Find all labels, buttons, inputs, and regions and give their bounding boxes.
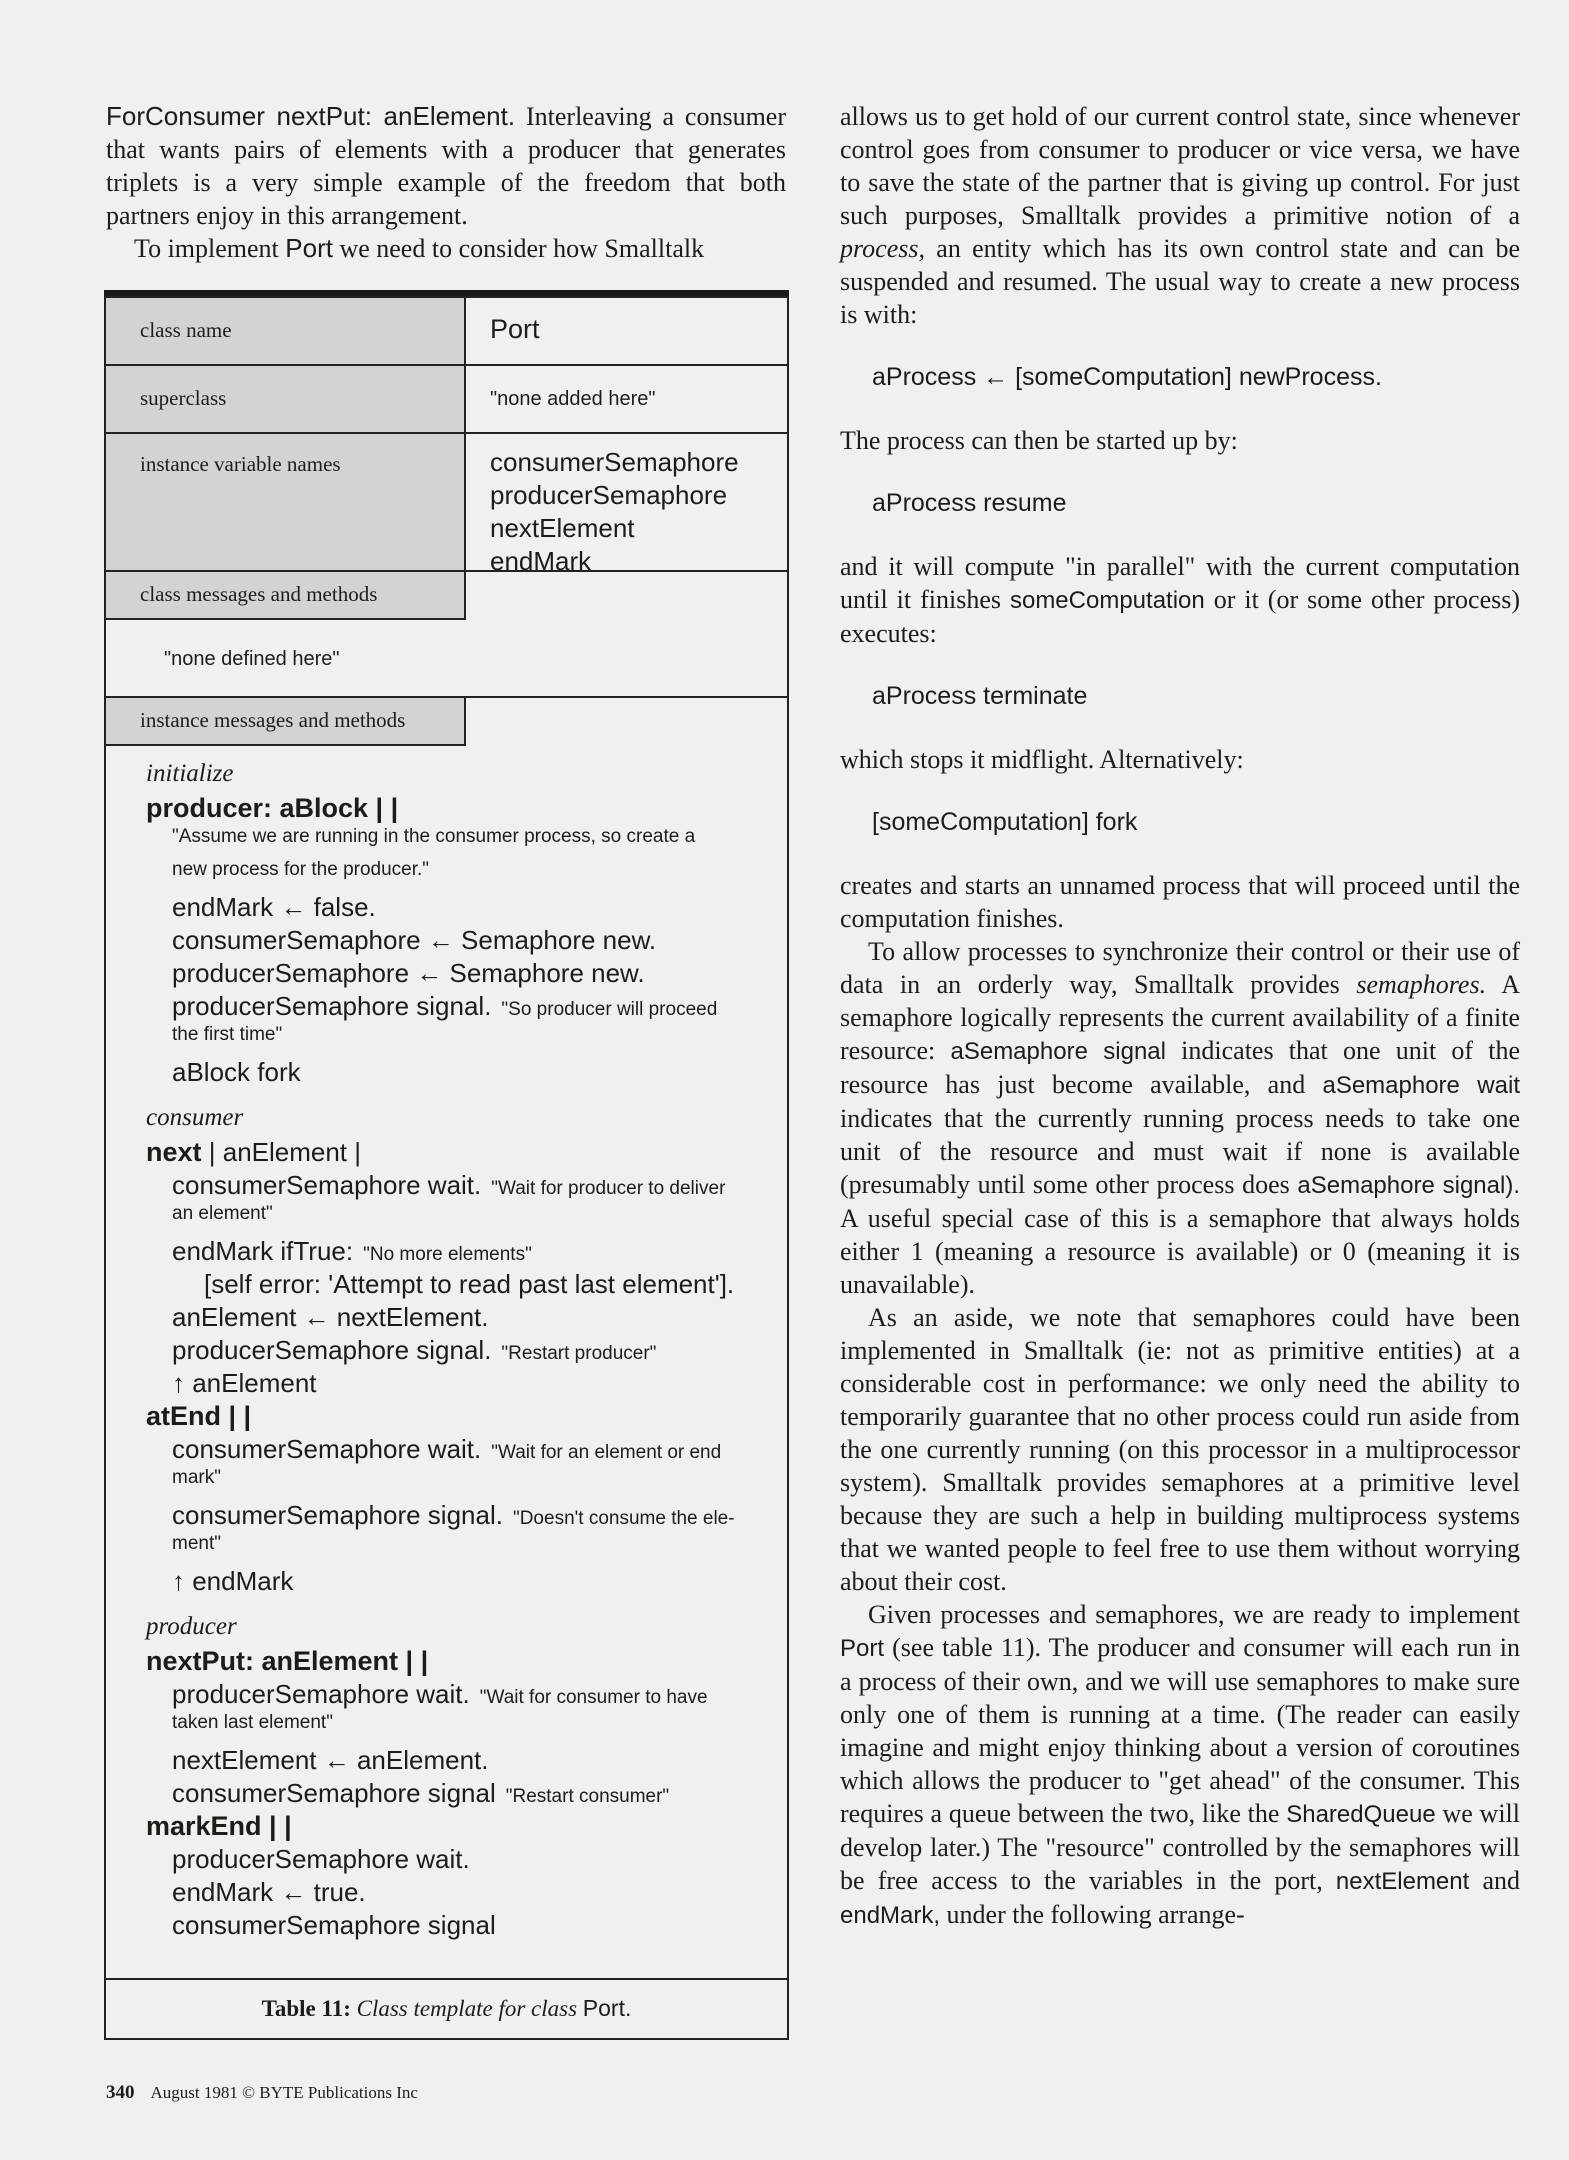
inline-code: ForConsumer nextPut: anElement.: [106, 101, 516, 131]
method-line-code: endMark ← true.: [172, 1877, 366, 1907]
ivar-item: producerSemaphore: [490, 480, 728, 510]
caption-label: Table 11:: [261, 1996, 351, 2021]
method-line-code: producerSemaphore signal. "So producer will proceed: [172, 991, 718, 1021]
method-line-code: producerSemaphore wait.: [172, 1844, 470, 1874]
method-line-sel: nextPut: anElement | |: [146, 1646, 429, 1676]
method-line-cmt: mark": [172, 1467, 221, 1488]
method-line-code: consumerSemaphore wait. "Wait for producer to deliver: [172, 1170, 726, 1200]
class-methods-label: class messages and methods: [140, 582, 378, 606]
method-line-cmt: new process for the producer.": [172, 859, 430, 880]
caption-text: Class template for class: [356, 1996, 578, 2021]
table-left-rule: [104, 618, 106, 2040]
ivars-label: instance variable names: [140, 452, 341, 476]
method-line-code: consumerSemaphore signal "Restart consumer": [172, 1778, 670, 1808]
method-line-cmt: an element": [172, 1203, 273, 1224]
method-line-cmt: "Assume we are running in the consumer process, so create a: [172, 826, 696, 847]
class-template-table: [104, 290, 789, 2040]
table-caption: [104, 1995, 789, 2022]
method-line-cmt: taken last element": [172, 1712, 333, 1733]
method-line-code: endMark ifTrue: "No more elements": [172, 1236, 532, 1266]
paragraph-started: The process can then be started up by:: [840, 426, 1238, 455]
intro-paragraph-1: ForConsumer nextPut: anElement. Interleaving a consumer that wants pairs of elements with a producer that generates triplets is a very simple example of the freedom that both partners enjoy in this arrangement.: [106, 101, 787, 230]
code-new-process: aProcess ← [someComputation] newProcess.: [872, 363, 1382, 391]
method-line-sel: atEnd | |: [146, 1401, 252, 1431]
method-line-code: producerSemaphore ← Semaphore new.: [172, 958, 645, 988]
ivar-item: endMark: [490, 546, 592, 576]
paragraph-process: allows us to get hold of our current control state, since whenever control goes from consumer to producer or vice versa, we have to save the state of the partner that is giving up control. For just such purposes, Smalltalk provides a primitive notion of a process, an entity which has its own control state and can be suspended and resumed. The usual way to create a new process is with:: [840, 102, 1520, 329]
paragraph-parallel: and it will compute "in parallel" with the current computation until it finishes someComputation or it (or some other process) executes:: [840, 552, 1521, 648]
left-intro-text: [106, 100, 786, 265]
method-line-code: anElement ← nextElement.: [172, 1302, 489, 1332]
table-right-rule: [787, 570, 789, 2040]
page-footer: [106, 2082, 418, 2104]
method-line-code: consumerSemaphore signal. "Doesn't consume the ele-: [172, 1500, 735, 1530]
method-line-code: producerSemaphore signal. "Restart producer": [172, 1335, 657, 1365]
ivar-item: nextElement: [490, 513, 635, 543]
superclass-value: "none added here": [490, 388, 656, 410]
method-line-sel: next | anElement |: [146, 1137, 362, 1167]
class-methods-value: "none defined here": [164, 648, 340, 670]
method-line-code: consumerSemaphore wait. "Wait for an element or end: [172, 1434, 722, 1464]
method-line-cmt: ment": [172, 1533, 221, 1554]
method-line-cmt: the first time": [172, 1024, 283, 1045]
method-line-sel: markEnd | |: [146, 1811, 292, 1841]
footer-credit: August 1981 © BYTE Publications Inc: [150, 2083, 418, 2102]
right-column-text: [840, 100, 1520, 1932]
method-line-code2: [self error: 'Attempt to read past last element'].: [204, 1269, 735, 1299]
method-line-code: endMark ← false.: [172, 892, 376, 922]
method-line-sel: producer: aBlock | |: [146, 793, 399, 823]
intro-paragraph-2: To implement Port we need to consider how Smalltalk: [134, 233, 705, 263]
method-line-code: aBlock fork: [172, 1057, 301, 1087]
ivar-item: consumerSemaphore: [490, 447, 739, 477]
method-line-code: producerSemaphore wait. "Wait for consumer to have: [172, 1679, 708, 1709]
method-line-code: ↑ anElement: [172, 1368, 317, 1398]
instance-methods-label: instance messages and methods: [140, 708, 406, 732]
paragraph-unnamed: creates and starts an unnamed process that will proceed until the computation finishes.: [840, 871, 1520, 933]
method-line-code: nextElement ← anElement.: [172, 1745, 489, 1775]
method-line-cat: consumer: [146, 1104, 244, 1131]
code-terminate: aProcess terminate: [872, 682, 1088, 710]
method-line-cat: producer: [146, 1613, 237, 1640]
method-line-code: consumerSemaphore ← Semaphore new.: [172, 925, 657, 955]
method-line-cat: initialize: [146, 760, 234, 787]
class-name-value: Port: [490, 314, 540, 344]
caption-class: Port.: [582, 1995, 632, 2021]
paragraph-aside: As an aside, we note that semaphores could have been implemented in Smalltalk (ie: not as primitive entities) at a considerable cost in performance: we only need the ability to temporarily guarantee that no other process could run aside from the one currently running (on this processor in a multiprocessor system). Smalltalk provides semaphores at a primitive level because they are such a help in building multiprocess systems that we wanted people to feel free to use them without worrying about their cost.: [840, 1303, 1520, 1596]
code-resume: aProcess resume: [872, 489, 1067, 517]
class-name-label: class name: [140, 318, 232, 342]
table-bottom-rule: [104, 2038, 789, 2040]
method-line-code: consumerSemaphore signal: [172, 1910, 496, 1940]
ivars-list: [490, 446, 739, 578]
paragraph-semaphores: To allow processes to synchronize their control or their use of data in an orderly way, Smalltalk provides semaphores. A semaphore logically represents the current availability of a finite resource: aSemaphore signal indicates that one unit of the resource has just become available, and aSemaphore wait indicates that the currently running process needs to take one unit of the resource and must wait if none is available (presumably until some other process does aSemaphore signal). A useful special case of this is a semaphore that always holds either 1 (meaning a resource is available) or 0 (meaning it is unavailable).: [840, 937, 1520, 1299]
superclass-label: superclass: [140, 386, 227, 410]
caption-divider: [104, 1978, 789, 1980]
code-fork: [someComputation] fork: [872, 808, 1138, 836]
paragraph-midflight: which stops it midflight. Alternatively:: [840, 745, 1244, 774]
method-line-code: ↑ endMark: [172, 1566, 294, 1596]
page-number: 340: [106, 2082, 135, 2103]
paragraph-implement-port: Given processes and semaphores, we are ready to implement Port (see table 11). The producer and consumer will each run in a process of their own, and we will use semaphores to make sure only one of them is running at a time. (The reader can easily imagine and might enjoy thinking about a version of coroutines which allows the producer to "get ahead" of the consumer. This requires a queue between the two, like the SharedQueue we will develop later.) The "resource" controlled by the semaphores will be free access to the variables in the port, nextElement and endMark, under the following arrange-: [840, 1600, 1520, 1929]
